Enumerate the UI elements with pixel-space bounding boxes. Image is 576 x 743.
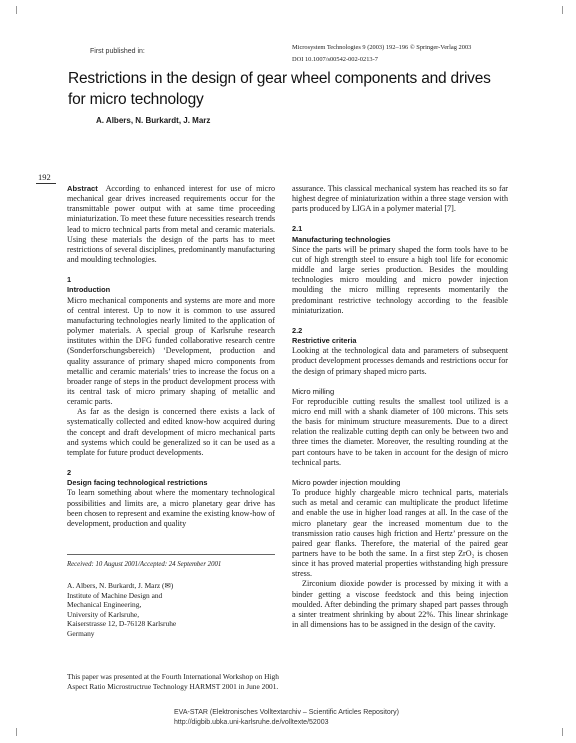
- first-published-label: First published in:: [90, 48, 145, 55]
- paper-authors: A. Albers, N. Burkardt, J. Marz: [96, 116, 211, 125]
- micro-powder-injection-paragraph-2: Zirconium dioxide powder is processed by mixing it with a binder getting a viscose feedstock and this being injection moulded. After debinding the primary shaped part passes through a sinter treatment shrinking by about 22%. This linear shrinkage in all dimensions has to be assigned in the design of the cavity.: [292, 579, 508, 630]
- repository-footer: [174, 708, 434, 727]
- abstract-text: According to enhanced interest for use of micro mechanical gear drives increased requirements occur for the transmittable power output with at same time proceeding miniaturization. To meet these future necessities research trends lead to micro technical parts from metal and ceramic materials. Using these materials the design of the parts has to meet restrictions of several disciplines, predominantly manufacturing and moulding technologies.: [67, 184, 275, 265]
- micro-milling-paragraph: For reproducible cutting results the smallest tool utilized is a micro end mill with a shank diameter of 100 microns. This sets the basis for minimum structure measurements. Due to a direct relation the realizable cutting depth can only be between two and three times the diameter. Moreover, the resulting rounding at the part contours have to be taken in account for the design of micro technical parts.: [292, 396, 508, 467]
- abstract: [67, 184, 275, 265]
- section-1-number: 1: [67, 275, 72, 285]
- doi: DOI 10.1007/s00542-002-0213-7: [292, 56, 378, 63]
- section-2-1-paragraph: Since the parts will be primary shaped the form tools have to be cut of high strength steel to ensure a high tool life for economic middle and large series production. Besides the moulding technologies micro moulding and micro powder injection moulding the micro milling represents momentarily the predominant restrictive technology according to the feasible miniaturization.: [292, 244, 508, 315]
- section-2-heading: Design facing technological restrictions: [67, 478, 208, 488]
- section-2-number: 2: [67, 468, 72, 478]
- section-2-1-heading: Manufacturing technologies: [292, 234, 391, 244]
- crop-mark-bottom-left: [8, 728, 17, 736]
- journal-citation: [292, 42, 542, 66]
- presentation-note: This paper was presented at the Fourth International Workshop on High Aspect Ratio Microstructrue Technology HARMST 2001 in June 2001.: [67, 672, 279, 691]
- section-2-2-paragraph: Looking at the technological data and parameters of subsequent product development processes demands and restrictions occur for the design of primary shaped micro parts.: [292, 346, 508, 376]
- page-number-rule: [36, 183, 56, 184]
- repository-url[interactable]: http://digbib.ubka.uni-karlsruhe.de/volltexte/52003: [174, 718, 329, 726]
- abstract-label: Abstract: [67, 184, 98, 193]
- crop-mark-bottom-right: [554, 728, 563, 736]
- journal-line: Microsystem Technologies 9 (2003) 192–196 © Springer-Verlag 2003: [292, 44, 472, 51]
- crop-mark-top-right: [554, 6, 563, 14]
- author-affiliation: [67, 581, 282, 639]
- page-number: 192: [38, 172, 51, 182]
- affiliation-line-2: Mechanical Engineering,: [67, 600, 142, 610]
- received-dates: Received: 10 August 2001/Accepted: 24 September 2001: [67, 561, 222, 568]
- section-2-2-heading: Restrictive criteria: [292, 336, 357, 346]
- affiliation-line-5: Germany: [67, 628, 95, 638]
- left-column: [67, 184, 275, 529]
- crop-mark-top-left: [8, 6, 17, 14]
- section-2-continuation: assurance. This classical mechanical system has reached its so far highest degree of miniaturization within a three stage version with parts produced by LIGA in a polymer material [7].: [292, 184, 508, 214]
- section-2-2-number: 2.2: [292, 325, 303, 335]
- micro-powder-injection-paragraph-1: To produce highly chargeable micro technical parts, materials such as metal and ceramic can multiplicate the product lifetime and enable the use in higher load ranges at all. In the case of the micro planetary gear the increased momentum due to the transmission ratio causes high friction and Hertz’ pressure on the paired gear flanks. Therefore, the material of the paired gear partners have to be both the same. In a first step ZrO₂ is chosen since it has proved material properties withstanding high pressure stress.: [292, 488, 508, 579]
- affiliation-line-1: Institute of Machine Design and: [67, 590, 163, 600]
- micro-milling-heading: Micro milling: [292, 386, 335, 396]
- section-1-paragraph-1: Micro mechanical components and systems are more and more of central interest. Up to now it is common to use assured manufacturing technologies nearly limited to the application of polymer materials. A special group of Karlsruhe research institutes within the DFG funded collaborative research centre (Sonderforschungsbereich) ‘Development, production and quality assurance of primary shaped micro components from metallic and ceramic materials’ tries to increase the focus on a broader range of steps in the product development process with its central task of micro primary shaping of metallic and ceramic parts.: [67, 295, 275, 407]
- affiliation-line-4: Kaiserstrasse 12, D-76128 Karlsruhe: [67, 619, 177, 629]
- footnote-separator: [67, 554, 275, 555]
- section-1-paragraph-2: As far as the design is concerned there exists a lack of systematically collected and edited know-how acquired during the concept and draft development of micro mechanical parts and systems which could be generalized so it can be used as a template for future product developments.: [67, 407, 275, 457]
- section-2-paragraph-1: To learn something about where the momentary technological possibilities and limits are, a micro planetary gear drive has been chosen to represent and examine the existing know-how of development, production and quality: [67, 488, 275, 528]
- section-1-heading: Introduction: [67, 285, 111, 295]
- section-2-1-number: 2.1: [292, 224, 303, 234]
- micro-powder-injection-heading: Micro powder injection moulding: [292, 477, 401, 487]
- affiliation-authors: A. Albers, N. Burkardt, J. Marz (✉): [67, 581, 174, 590]
- paper-title: Restrictions in the design of gear wheel components and drives for micro technology: [68, 70, 491, 108]
- repository-name: EVA-STAR (Elektronisches Volltextarchiv – Scientific Articles Repository): [174, 709, 399, 716]
- right-column: [292, 184, 508, 630]
- affiliation-line-3: University of Karlsruhe,: [67, 609, 140, 619]
